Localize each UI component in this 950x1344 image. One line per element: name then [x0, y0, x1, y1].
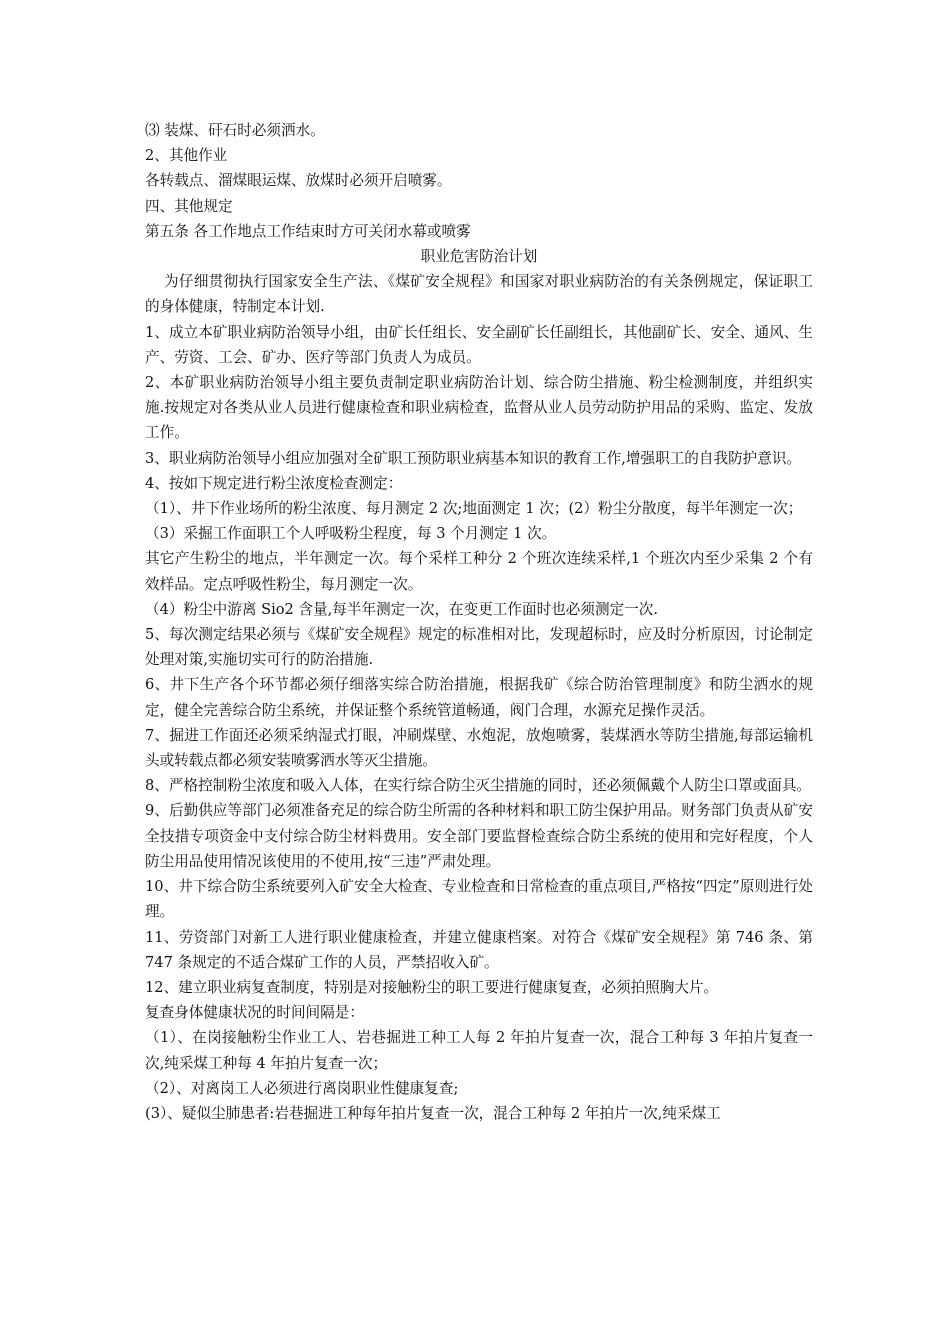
document-page: [145, 118, 813, 1126]
list-item: 2、本矿职业病防治领导小组主要负责制定职业病防治计划、综合防尘措施、粉尘检测制度，并组织实施.按规定对各类从业人员进行健康检查和职业病检查，监督从业人员劳动防护用品的采购、监定、发放工作。: [145, 374, 813, 442]
paragraph: 四、其他规定: [145, 197, 233, 215]
list-item: 10、井下综合防尘系统要列入矿安全大检查、专业检查和日常检查的重点项目,严格按“四定”原则进行处理。: [145, 878, 813, 921]
list-item: 3、职业病防治领导小组应加强对全矿职工预防职业病基本知识的教育工作,增强职工的自我防护意识。: [145, 449, 802, 467]
paragraph: 第五条 各工作地点工作结束时方可关闭水幕或喷雾: [145, 222, 471, 240]
intro-paragraph: 为仔细贯彻执行国家安全生产法、《煤矿安全规程》和国家对职业病防治的有关条例规定，保证职工的身体健康，特制定本计划.: [145, 273, 813, 316]
list-item: 4、按如下规定进行粉尘浓度检查测定：: [145, 474, 403, 492]
list-item: 5、每次测定结果必须与《煤矿安全规程》规定的标准相对比，发现超标时，应及时分析原因，讨论制定处理对策,实施切实可行的防治措施.: [145, 626, 813, 669]
list-item: 1、成立本矿职业病防治领导小组，由矿长任组长、安全副矿长任副组长，其他副矿长、安全、通风、生产、劳资、工会、矿办、医疗等部门负责人为成员。: [145, 323, 813, 366]
list-item: （1）、在岗接触粉尘作业工人、岩巷掘进工种工人每 2 年拍片复查一次，混合工种每 3 年拍片复查一次,纯采煤工种每 4 年拍片复查一次；: [145, 1029, 813, 1072]
list-item: （3）采掘工作面职工个人呼吸粉尘程度，每 3 个月测定 1 次。: [145, 525, 557, 543]
list-item: 6、井下生产各个环节都必须仔细落实综合防治措施，根据我矿《综合防治管理制度》和防尘洒水的规定，健全完善综合防尘系统，并保证整个系统管道畅通，阀门合理，水源充足操作灵活。: [145, 676, 813, 719]
list-item: 复查身体健康状况的时间间隔是：: [145, 1004, 364, 1022]
document-title: 职业危害防治计划: [420, 248, 538, 266]
paragraph: 各转载点、溜煤眼运煤、放煤时必须开启喷雾。: [145, 172, 452, 190]
list-item: （2）、对离岗工人必须进行离岗职业性健康复查;: [145, 1079, 459, 1097]
paragraph: 2、其他作业: [145, 147, 228, 165]
list-item: 8、严格控制粉尘浓度和吸入人体，在实行综合防尘灭尘措施的同时，还必须佩戴个人防尘口罩或面具。: [145, 777, 812, 795]
list-item: （4）粉尘中游离 Sio2 含量,每半年测定一次，在变更工作面时也必须测定一次.: [145, 600, 658, 618]
paragraph: ⑶ 装煤、矸石时必须洒水。: [145, 122, 325, 139]
list-item: 9、后勤供应等部门必须准备充足的综合防尘所需的各种材料和职工防尘保护用品。财务部门负责从矿安全技措专项资金中支付综合防尘材料费用。安全部门要监督检查综合防尘系统的使用和完好程度，个人防尘用品使用情况该使用的不使用,按“三违”严肃处理。: [145, 802, 813, 870]
list-item: (3）、疑似尘肺患者:岩巷掘进工种每年拍片复查一次，混合工种每 2 年拍片一次,纯采煤工: [145, 1104, 721, 1122]
list-item: 11、劳资部门对新工人进行职业健康检查，并建立健康档案。对符合《煤矿安全规程》第 746 条、第 747 条规定的不适合煤矿工作的人员，严禁招收入矿。: [145, 928, 813, 971]
list-item: 7、掘进工作面还必须采纳湿式打眼，冲刷煤壁、水炮泥，放炮喷雾，装煤洒水等防尘措施,每部运输机头或转载点都必须安装喷雾洒水等灭尘措施。: [145, 726, 813, 770]
list-item: 其它产生粉尘的地点，半年测定一次。每个采样工种分 2 个班次连续采样,1 个班次内至少采集 2 个有效样品。定点呼吸性粉尘，每月测定一次。: [145, 550, 813, 593]
list-item: （1）、井下作业场所的粉尘浓度、每月测定 2 次;地面测定 1 次；(2）粉尘分散度，每半年测定一次；: [145, 500, 803, 518]
list-item: 12、建立职业病复查制度，特别是对接触粉尘的职工要进行健康复查，必须拍照胸大片。: [145, 978, 719, 996]
